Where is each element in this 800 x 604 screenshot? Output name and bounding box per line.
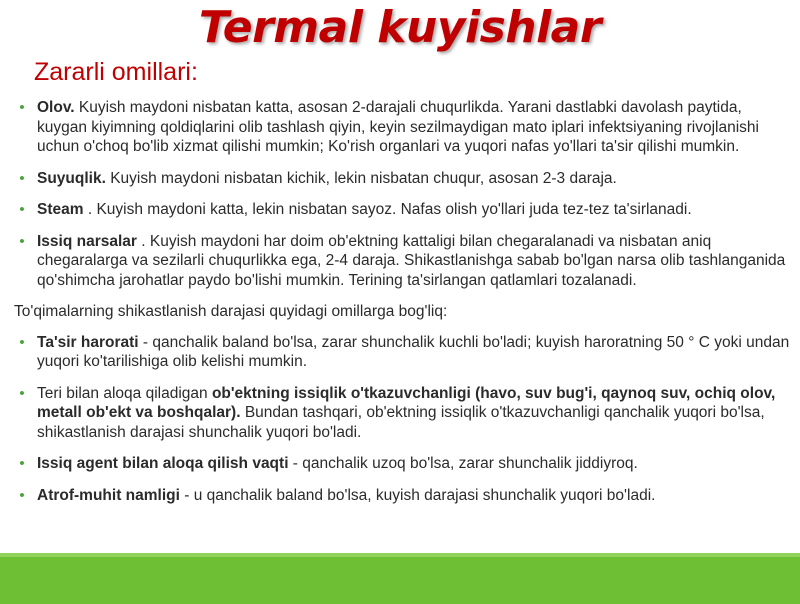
bullet-icon: • — [19, 455, 25, 472]
item-term: Issiq narsalar — [37, 232, 137, 250]
footer-band — [0, 553, 800, 604]
list-item-conductivity — [14, 384, 792, 443]
item-text: Kuyish maydoni nisbatan kichik, lekin nisbatan chuqur, asosan 2-3 daraja. — [105, 169, 617, 187]
section-subtitle: Zararli omillari: — [34, 58, 198, 86]
bullet-icon: • — [19, 486, 25, 504]
item-term: Steam — [37, 201, 84, 218]
item-text: . Kuyish maydoni katta, lekin nisbatan sayoz. Nafas olish yo'llari juda tez-tez ta'sirlanadi. — [83, 201, 692, 218]
bullet-icon: • — [19, 384, 25, 402]
item-term: Olov. — [37, 99, 75, 116]
list-item-fire — [14, 98, 792, 157]
list-item-contact-time — [14, 454, 792, 474]
list-item-liquid — [14, 169, 792, 189]
item-text: - qanchalik baland bo'lsa, zarar shunchalik kuchli bo'ladi; kuyish haroratning 50 ° C yoki undan yuqori ko'tarilishiga olib kelishi mumkin. — [37, 333, 790, 370]
item-term: Suyuqlik. — [37, 169, 106, 187]
bullet-icon: • — [19, 169, 25, 187]
bullet-icon: • — [19, 201, 25, 218]
list-item-hot-objects — [14, 232, 792, 291]
slide-content — [14, 98, 792, 517]
item-text: Bundan tashqari, ob'ektning issiqlik o'tkazuvchanligi qanchalik yuqori bo'lsa, shikastlanish darajasi shunchalik yuqori bo'ladi. — [37, 404, 765, 441]
item-term: ob'ektning issiqlik o'tkazuvchanligi (havo, suv bug'i, qaynoq suv, ochiq olov, metall ob'ekt va boshqalar). — [37, 384, 776, 421]
bullet-icon: • — [19, 99, 25, 116]
list-item-temperature — [14, 333, 792, 372]
intro-paragraph: To'qimalarning shikastlanish darajasi quyidagi omillarga bog'liq: — [14, 303, 448, 320]
item-text: - u qanchalik baland bo'lsa, kuyish darajasi shunchalik yuqori bo'ladi. — [179, 486, 656, 504]
item-term: Ta'sir harorati — [37, 333, 139, 351]
item-text: Kuyish maydoni nisbatan katta, asosan 2-darajali chuqurlikda. Yarani dastlabki davolash paytida, kuygan kiyimning qoldiqlarini olib tashlash qiyin, keyin sezilmaydigan mato iplari infektsiyaning rivojlanishi uchun o'choq bo'lib xizmat qilishi mumkin; Ko'rish organlari va yuqori nafas yo'llari ta'sir qilishi mumkin. — [37, 99, 759, 155]
item-pre-text: Teri bilan aloqa qiladigan — [37, 384, 212, 402]
item-text: - qanchalik uzoq bo'lsa, zarar shunchalik jiddiyroq. — [288, 455, 638, 472]
page-title: Termal kuyishlar — [198, 2, 602, 53]
item-term: Atrof-muhit namligi — [37, 486, 180, 504]
item-text: . Kuyish maydoni har doim ob'ektning kattaligi bilan chegaralanadi va nisbatan aniq chegaralarga va sezilarli chuqurlikka ega, 2-4 daraja. Shikastlanishga sabab bo'lgan narsa olib tashlanganida qo'shimcha jarohatlar paydo bo'lishi mumkin. Terining ta'sirlangan qatlamlari tozalanadi. — [37, 232, 786, 289]
bullet-icon: • — [19, 333, 25, 351]
list-item-humidity — [14, 486, 792, 506]
item-term: Issiq agent bilan aloqa qilish vaqti — [37, 455, 289, 472]
list-item-steam — [14, 200, 792, 220]
bullet-icon: • — [19, 232, 25, 250]
